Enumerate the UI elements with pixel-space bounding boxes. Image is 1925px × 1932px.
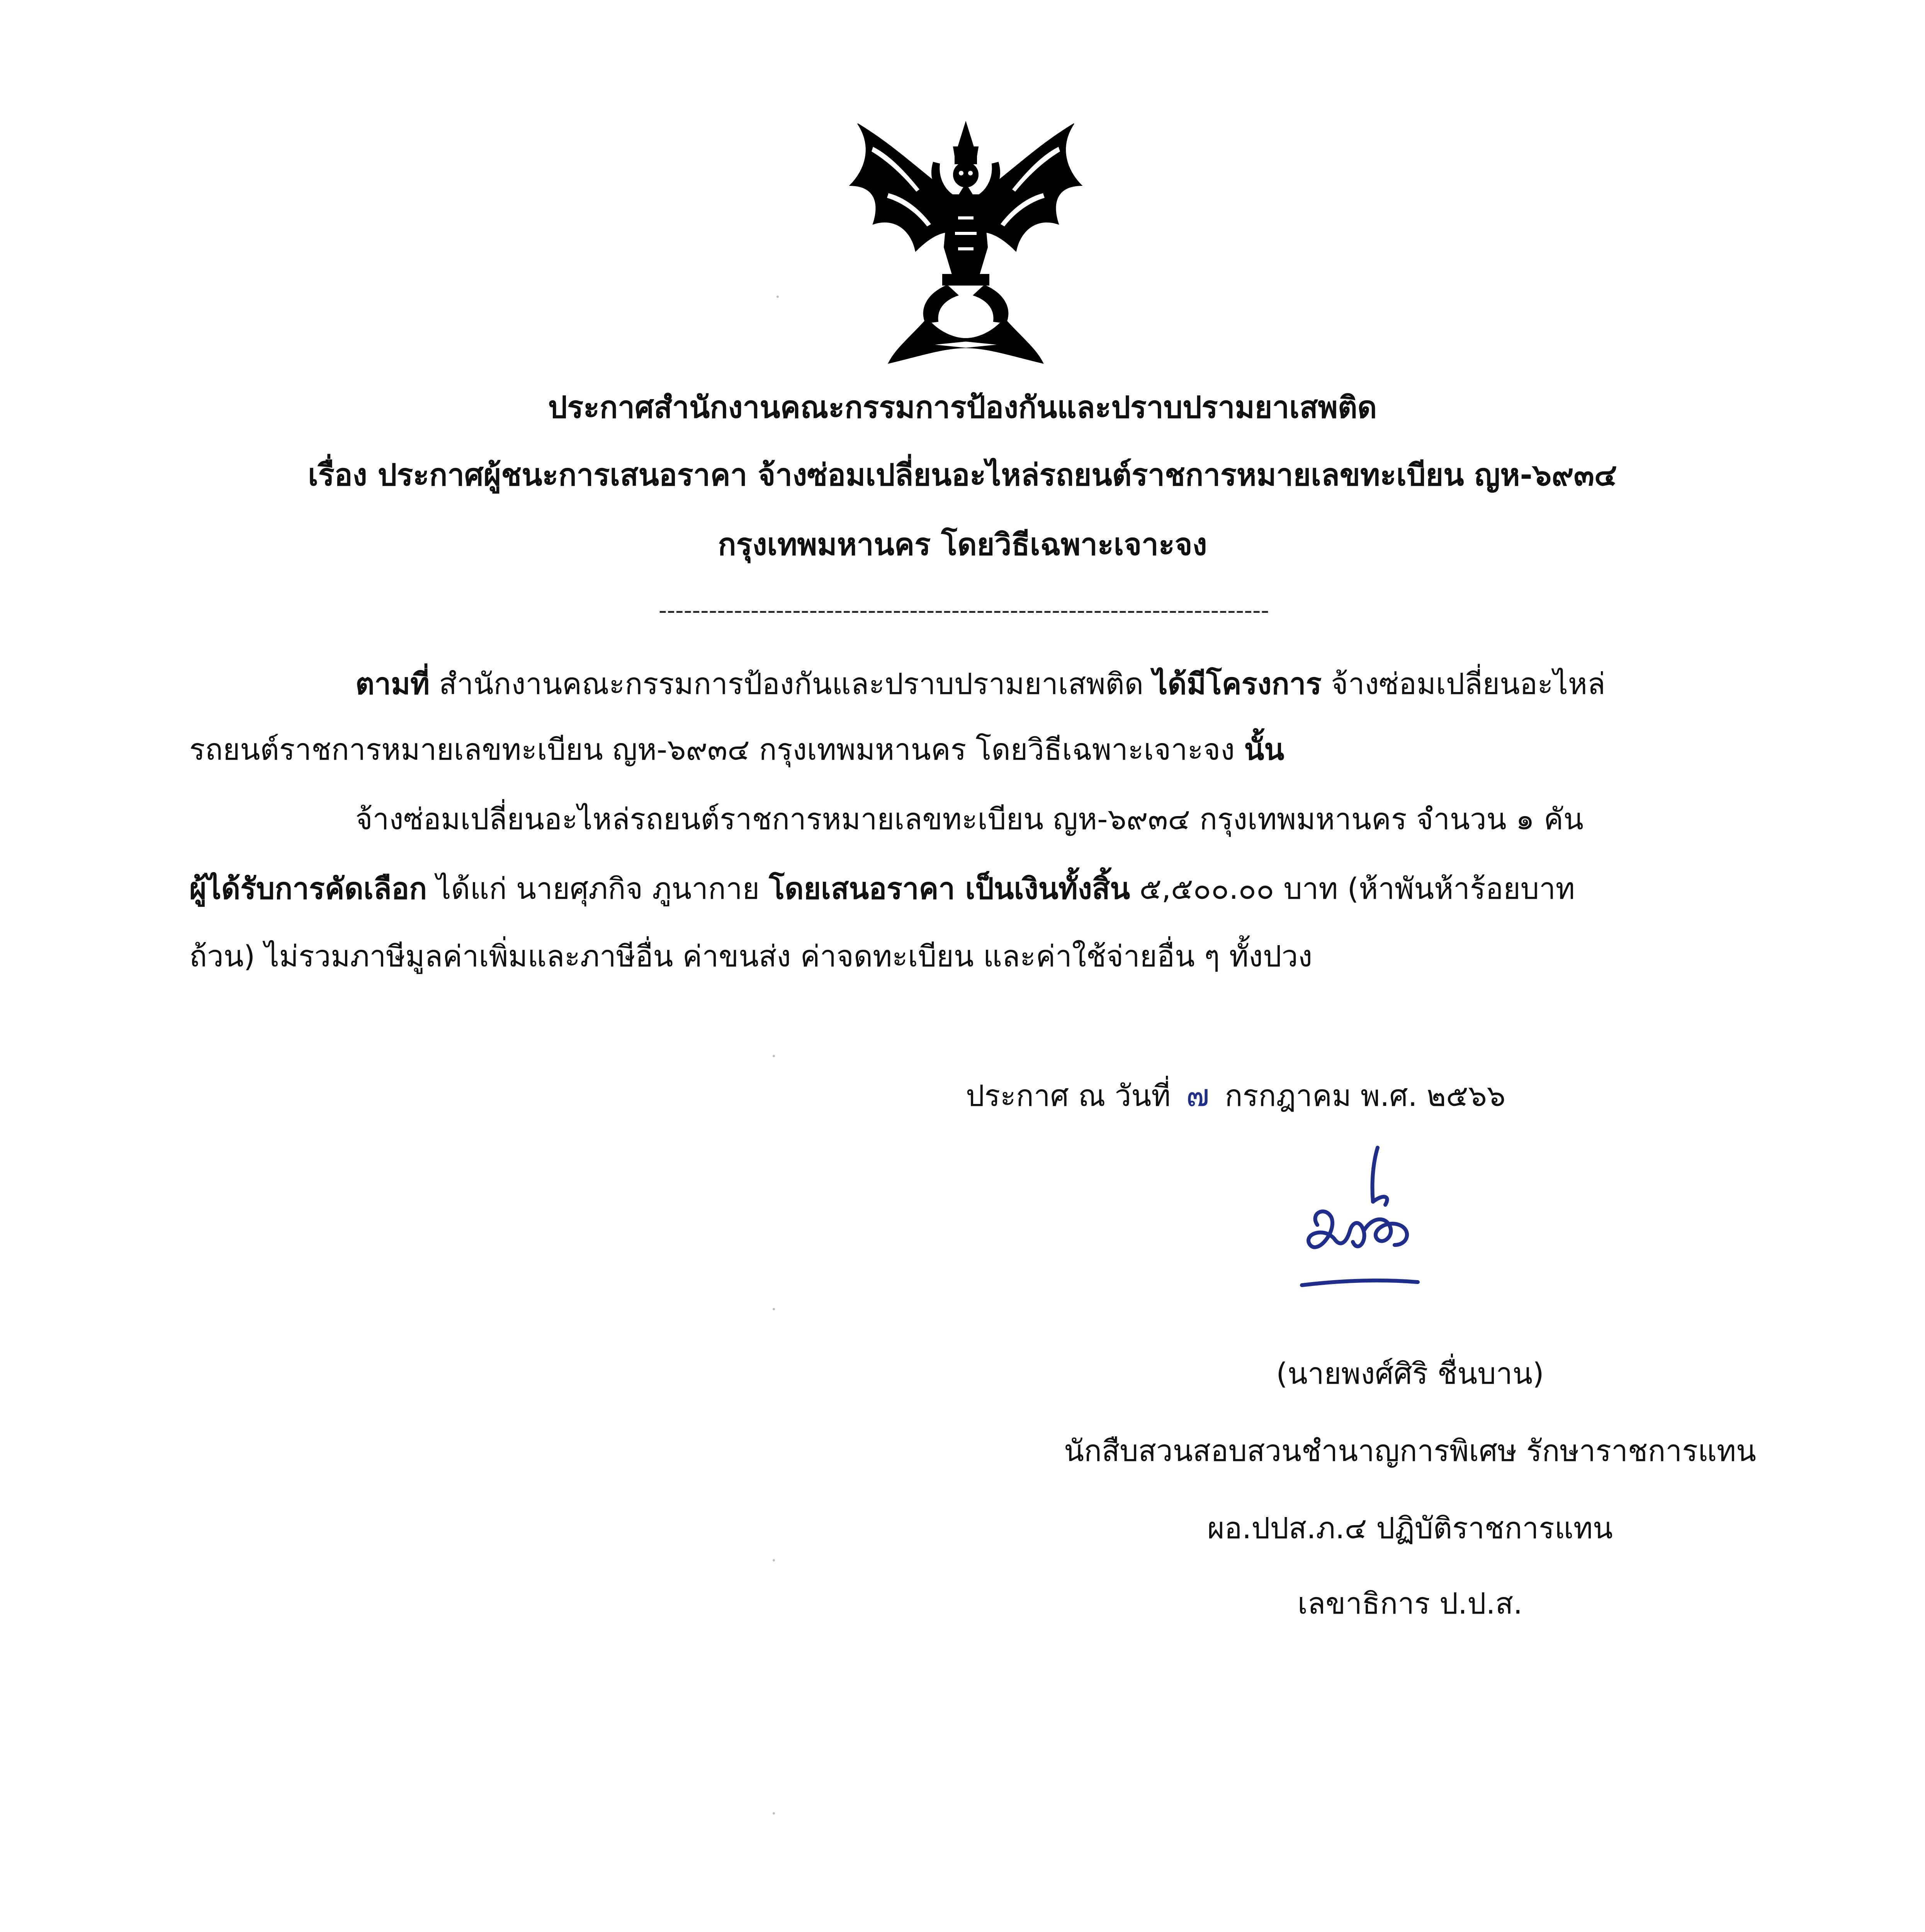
garuda-emblem-icon: [842, 116, 1089, 371]
paragraph-1-line-2: [189, 728, 1284, 771]
scan-speck: [773, 1559, 775, 1561]
document-title: ประกาศสำนักงานคณะกรรมการป้องกันและปราบปรามยาเสพติด: [548, 390, 1377, 425]
p1-text-b: จ้างซ่อมเปลี่ยนอะไหล่: [1322, 667, 1606, 701]
signatory-position-1: นักสืบสวนสอบสวนชำนาญการพิเศษ รักษาราชการแทน: [1064, 1434, 1756, 1468]
p1-lead: ตามที่: [355, 667, 430, 701]
subject-text: ประกาศผู้ชนะการเสนอราคา จ้างซ่อมเปลี่ยนอะไหล่รถยนต์ราชการหมายเลขทะเบียน ญห-๖๙๓๔: [377, 458, 1617, 493]
scan-speck: [773, 1308, 775, 1310]
scan-speck: [776, 296, 779, 298]
date-day: ๗: [1186, 1077, 1210, 1113]
document-title-line3: กรุงเทพมหานคร โดยวิธีเฉพาะเจาะจง: [718, 527, 1207, 562]
p2-winner-name: ได้แก่ นายศุภกิจ ภูนากาย: [427, 871, 769, 906]
handwritten-signature-icon: [1286, 1140, 1449, 1306]
p2-winner-label: ผู้ได้รับการคัดเลือก: [189, 871, 427, 906]
paragraph-1-line-1: [355, 663, 1606, 705]
p2-price-value: ๕,๕๐๐.๐๐ บาท (ห้าพันห้าร้อยบาท: [1130, 871, 1575, 906]
paragraph-2-line-1: จ้างซ่อมเปลี่ยนอะไหล่รถยนต์ราชการหมายเลขทะเบียน ญห-๖๙๓๔ กรุงเทพมหานคร จำนวน ๑ คัน: [355, 802, 1583, 836]
date-prefix: ประกาศ ณ วันที่: [966, 1078, 1171, 1113]
separator-line: -------------------------------------------------------------------------: [658, 597, 1269, 624]
p1-line2-text: รถยนต์ราชการหมายเลขทะเบียน ญห-๖๙๓๔ กรุงเทพมหานคร โดยวิธีเฉพาะเจาะจง: [189, 732, 1244, 767]
p1-text-a: สำนักงานคณะกรรมการป้องกันและปราบปรามยาเสพติด: [430, 667, 1153, 701]
date-month-year: กรกฎาคม พ.ศ. ๒๕๖๖: [1225, 1078, 1506, 1113]
paragraph-2-line-2: [189, 867, 1575, 910]
document-subject: [0, 454, 1925, 497]
signatory-position-2: ผอ.ปปส.ภ.๔ ปฏิบัติราชการแทน: [1207, 1511, 1613, 1545]
scan-speck: [773, 1812, 775, 1815]
p1-line2-bold: นั้น: [1244, 732, 1284, 767]
signatory-name: (นายพงศ์ศิริ ชื่นบาน): [1276, 1356, 1544, 1391]
signatory-position-3: เลขาธิการ ป.ป.ส.: [1297, 1586, 1523, 1621]
scan-speck: [773, 1055, 775, 1057]
p1-mid: ได้มีโครงการ: [1153, 667, 1322, 701]
p2-price-label: โดยเสนอราคา เป็นเงินทั้งสิ้น: [769, 871, 1130, 906]
announcement-date: [966, 1074, 1505, 1117]
paragraph-2-line-3: ถ้วน) ไม่รวมภาษีมูลค่าเพิ่มและภาษีอื่น ค่าขนส่ง ค่าจดทะเบียน และค่าใช้จ่ายอื่น ๆ ทั้งปวง: [189, 939, 1313, 973]
subject-label: เรื่อง: [308, 458, 367, 493]
